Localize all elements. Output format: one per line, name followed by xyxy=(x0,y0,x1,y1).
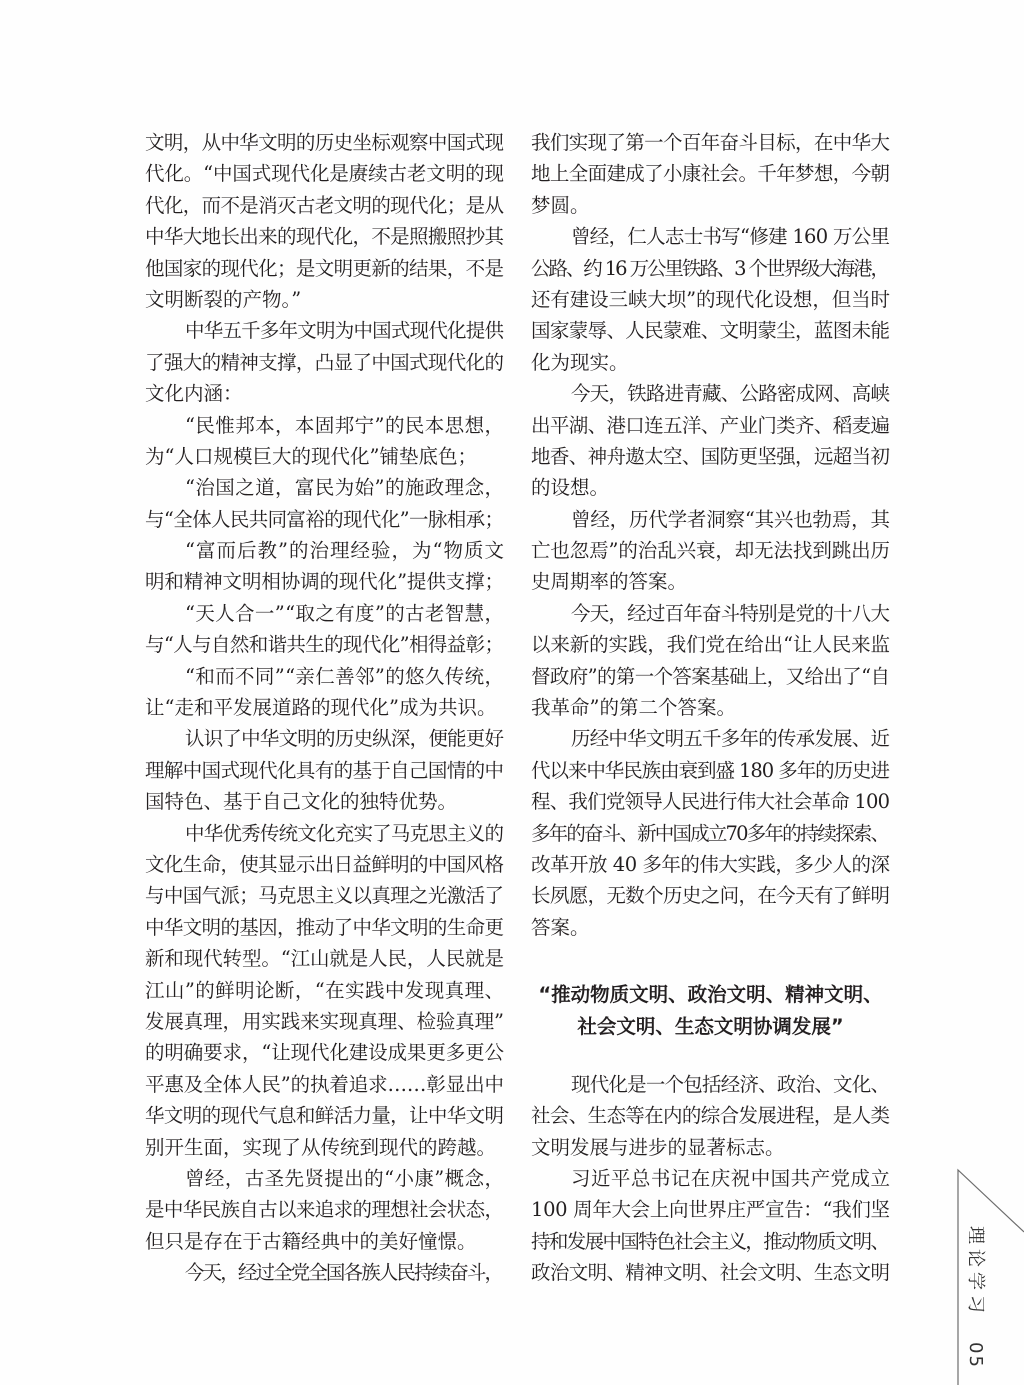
text-line: 今天，经过全党全国各族人民持续奋斗， xyxy=(185,1261,503,1285)
text-line: 梦圆。 xyxy=(531,193,590,217)
text-line: 程、我们党领导人民进行伟大社会革命 100 xyxy=(531,790,890,814)
paragraph xyxy=(531,221,890,378)
right-column xyxy=(531,127,890,1288)
text-line: 习近平总书记在庆祝中国共产党成立 xyxy=(571,1166,891,1190)
paragraph xyxy=(531,127,890,221)
paragraph xyxy=(145,723,504,817)
text-line: “和而不同”“亲仁善邻”的悠久传统， xyxy=(185,664,505,688)
paragraph xyxy=(145,472,504,535)
text-line: 文化内涵： xyxy=(145,382,243,406)
text-line: 持和发展中国特色社会主义，推动物质文明、 xyxy=(531,1229,889,1253)
section-label: 理论学习 xyxy=(965,1226,986,1318)
paragraph xyxy=(145,315,504,409)
text-line: 华文明的现代气息和鲜活力量，让中华文明 xyxy=(145,1104,504,1128)
text-line: 文明，从中华文明的历史坐标观察中国式现 xyxy=(145,131,504,154)
text-line: 文明断裂的产物。” xyxy=(145,287,302,311)
text-line: 答案。 xyxy=(531,915,590,939)
text-line: 还有建设三峡大坝”的现代化设想，但当时 xyxy=(531,287,890,311)
text-line: 江山”的鲜明论断，“在实践中发现真理、 xyxy=(145,978,505,1002)
paragraph xyxy=(531,598,890,724)
text-line: 认识了中华文明的历史纵深，便能更好 xyxy=(185,727,504,751)
text-line: 别开生面，实现了从传统到现代的跨越。 xyxy=(145,1135,497,1159)
text-line: 中华五千多年文明为中国式现代化提供 xyxy=(185,319,504,343)
paragraph xyxy=(145,661,504,724)
text-line: 与中国气派；马克思主义以真理之光激活了 xyxy=(145,884,504,908)
text-line: 长夙愿，无数个历史之问，在今天有了鲜明 xyxy=(531,884,890,908)
text-line: 中华大地长出来的现代化，不是照搬照抄其 xyxy=(145,225,504,249)
text-line: 中华优秀传统文化充实了马克思主义的 xyxy=(185,821,504,845)
heading-line: “推动物质文明、政治文明、精神文明、 xyxy=(538,982,883,1006)
text-line: 代化。“中国式现代化是赓续古老文明的现 xyxy=(145,162,504,186)
section-heading xyxy=(531,979,890,1043)
paragraph xyxy=(145,598,504,661)
text-line: 现代化是一个包括经济、政治、文化、 xyxy=(571,1072,890,1096)
paragraph xyxy=(531,1163,890,1289)
text-line: 多年的奋斗、新中国成立70多年的持续探索、 xyxy=(531,821,889,845)
text-line: 但只是存在于古籍经典中的美好憧憬。 xyxy=(145,1229,477,1253)
text-line: 代化，而不是消灭古老文明的现代化；是从 xyxy=(145,193,504,217)
text-line: 政治文明、精神文明、社会文明、生态文明 xyxy=(531,1261,890,1285)
text-line: 地香、神舟遨太空、国防更坚强，远超当初 xyxy=(531,444,890,468)
paragraph xyxy=(145,1257,504,1288)
text-line: 文化生命，使其显示出日益鲜明的中国风格 xyxy=(145,852,504,876)
paragraph xyxy=(145,127,504,315)
text-line: 史周期率的答案。 xyxy=(531,570,688,594)
text-line: 社会、生态等在内的综合发展进程，是人类 xyxy=(531,1104,890,1128)
paragraph xyxy=(145,1163,504,1257)
text-line: 他国家的现代化；是文明更新的结果，不是 xyxy=(145,256,504,280)
text-line: 督政府”的第一个答案基础上，又给出了“自 xyxy=(531,664,890,688)
text-line: 曾经，古圣先贤提出的“小康”概念， xyxy=(185,1166,505,1190)
paragraph xyxy=(145,410,504,473)
text-line: 了强大的精神支撑，凸显了中国式现代化的 xyxy=(145,350,504,374)
left-column xyxy=(145,127,504,1288)
text-line: “天人合一”“取之有度”的古老智慧， xyxy=(185,601,505,625)
text-line: “民惟邦本，本固邦宁”的民本思想， xyxy=(185,413,505,437)
text-line: 改革开放 40 多年的伟大实践，多少人的深 xyxy=(531,852,890,876)
paragraph xyxy=(145,818,504,1163)
text-line: 以来新的实践，我们党在给出“让人民来监 xyxy=(531,633,890,657)
text-line: 理解中国式现代化具有的基于自己国情的中 xyxy=(145,758,504,782)
text-line: 亡也忽焉”的治乱兴衰，却无法找到跳出历 xyxy=(531,539,890,563)
text-line: 历经中华文明五千多年的传承发展、近 xyxy=(571,727,890,751)
text-line: “治国之道，富民为始”的施政理念， xyxy=(185,476,505,500)
paragraph xyxy=(531,723,890,943)
text-line: 平惠及全体人民”的执着追求……彰显出中 xyxy=(145,1072,504,1096)
text-line: 我革命”的第二个答案。 xyxy=(531,696,736,720)
text-line: 国特色、基于自己文化的独特优势。 xyxy=(145,790,458,814)
text-line: 曾经，历代学者洞察“其兴也勃焉，其 xyxy=(571,507,890,531)
text-line: 中华文明的基因，推动了中华文明的生命更 xyxy=(145,915,504,939)
text-line: 与“人与自然和谐共生的现代化”相得益彰； xyxy=(145,633,504,657)
heading-line: 社会文明、生态文明协调发展” xyxy=(577,1014,844,1038)
text-line: 与“全体人民共同富裕的现代化”一脉相承； xyxy=(145,507,504,531)
text-line: 曾经，仁人志士书写“修建 160 万公里 xyxy=(571,225,890,249)
paragraph xyxy=(531,378,890,504)
text-line: 化为现实。 xyxy=(531,350,629,374)
text-line: 的设想。 xyxy=(531,476,610,500)
text-line: 发展真理，用实践来实现真理、检验真理” xyxy=(145,1009,504,1033)
text-line: 今天，铁路进青藏、公路密成网、高峡 xyxy=(571,382,890,406)
text-line: 公路、约 16 万公里铁路、3 个世界级大海港， xyxy=(531,256,888,280)
page-number: 05 xyxy=(965,1342,986,1369)
text-line: 的明确要求，“让现代化建设成果更多更公 xyxy=(145,1041,504,1065)
text-line: 国家蒙辱、人民蒙难、文明蒙尘，蓝图未能 xyxy=(531,319,890,343)
paragraph xyxy=(531,1069,890,1163)
text-line: “富而后教”的治理经验，为“物质文 xyxy=(185,539,505,563)
text-line: 出平湖、港口连五洋、产业门类齐、稻麦遍 xyxy=(531,413,890,437)
text-line: 我们实现了第一个百年奋斗目标，在中华大 xyxy=(531,131,890,154)
text-line: 是中华民族自古以来追求的理想社会状态， xyxy=(145,1198,504,1222)
text-line: 100 周年大会上向世界庄严宣告：“我们坚 xyxy=(531,1198,890,1222)
text-line: 让“走和平发展道路的现代化”成为共识。 xyxy=(145,696,497,720)
text-line: 文明发展与进步的显著标志。 xyxy=(531,1135,785,1159)
text-line: 为“人口规模巨大的现代化”铺垫底色； xyxy=(145,444,477,468)
text-line: 地上全面建成了小康社会。千年梦想，今朝 xyxy=(531,162,890,186)
paragraph xyxy=(531,504,890,598)
text-line: 新和现代转型。“江山就是人民，人民就是 xyxy=(145,947,504,971)
paragraph xyxy=(145,535,504,598)
text-line: 明和精神文明相协调的现代化”提供支撑； xyxy=(145,570,504,594)
text-line: 今天，经过百年奋斗特别是党的十八大 xyxy=(571,601,890,625)
text-line: 代以来中华民族由衰到盛 180 多年的历史进 xyxy=(531,758,889,782)
